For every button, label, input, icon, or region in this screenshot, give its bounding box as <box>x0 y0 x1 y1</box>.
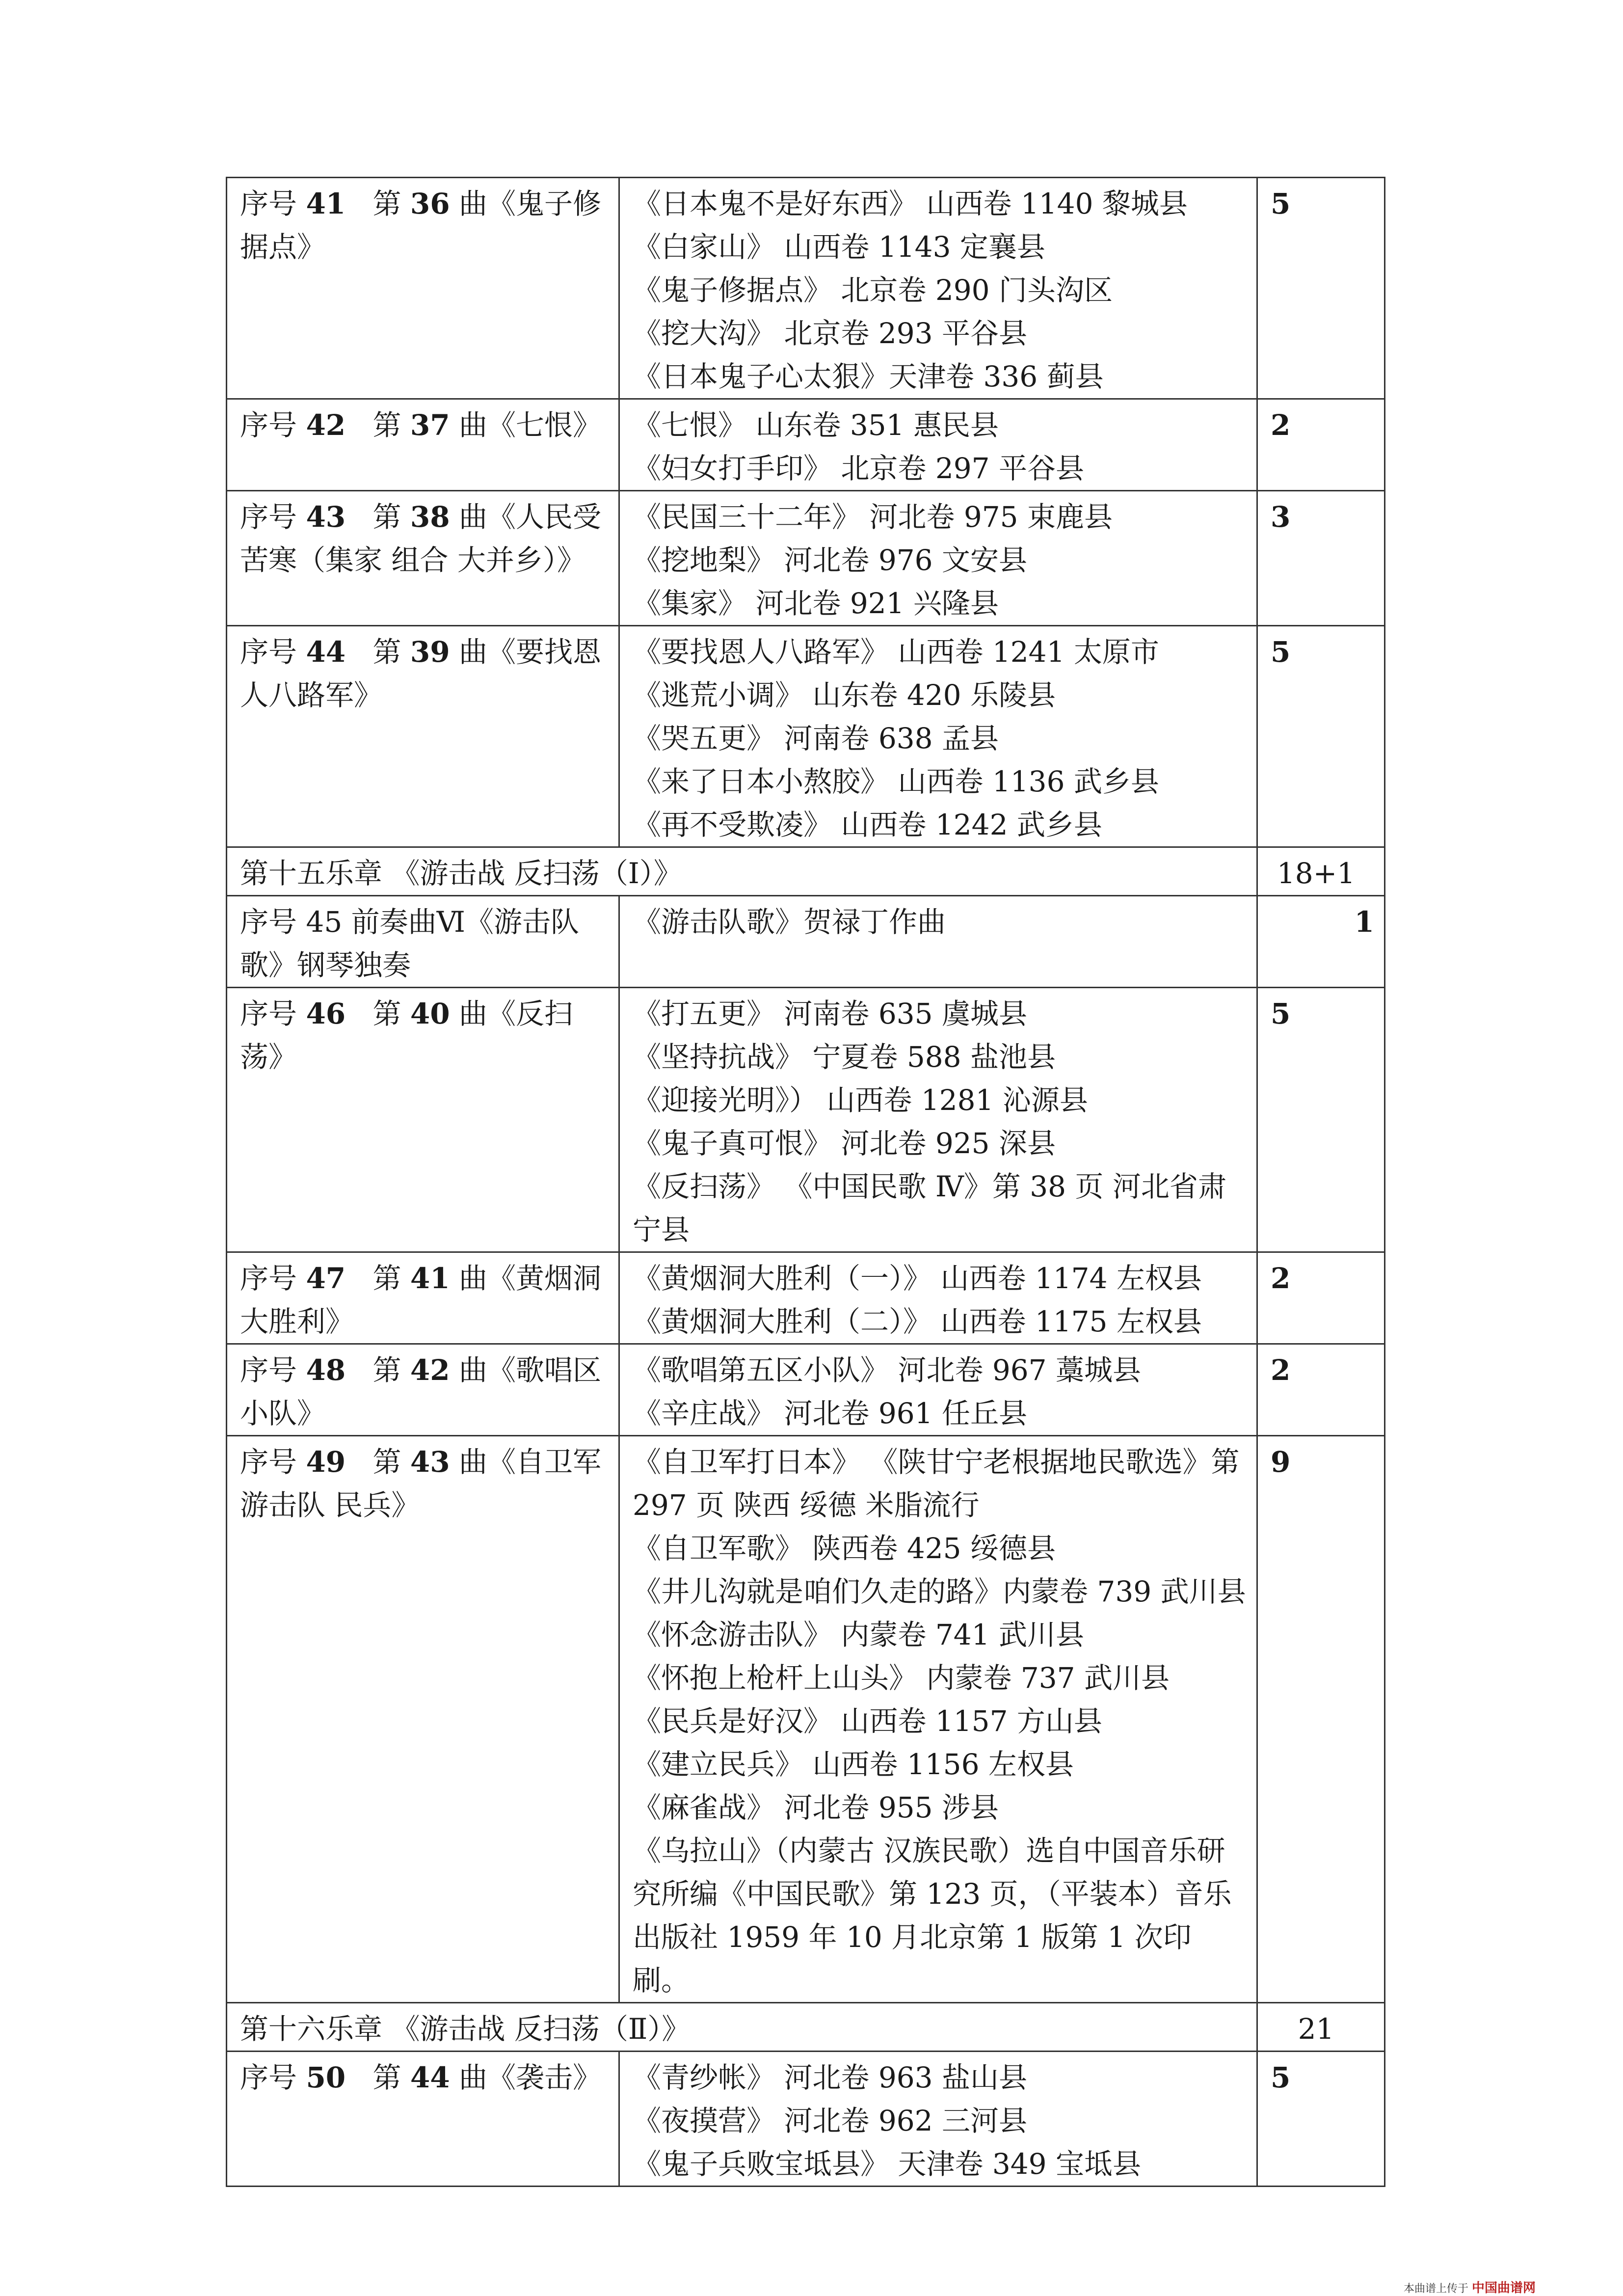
source-line: 《七恨》 山东卷 351 惠民县 <box>633 408 999 442</box>
count-cell: 5 <box>1257 626 1385 847</box>
source-line: 《辛庄战》 河北卷 961 任丘县 <box>633 1397 1028 1430</box>
source-line: 《歌唱第五区小队》 河北卷 967 藁城县 <box>633 1353 1142 1387</box>
sources-cell <box>619 1436 1257 2003</box>
item-title <box>227 1252 619 1344</box>
item-title-text: 序号 50 第 44 曲《袭击》 <box>240 2061 602 2094</box>
sources-cell <box>619 626 1257 847</box>
source-line: 《挖大沟》 北京卷 293 平谷县 <box>633 317 1028 350</box>
item-title <box>227 491 619 626</box>
section-row-15 <box>227 847 1385 896</box>
table-row <box>227 626 1385 847</box>
source-line: 《日本鬼子心太狠》天津卷 336 蓟县 <box>633 360 1104 393</box>
footer-text: 本曲谱上传于 <box>1404 2283 1469 2295</box>
footer-brand: 中国曲谱网 <box>1472 2281 1536 2296</box>
item-title-text: 序号 45 前奏曲Ⅵ《游击队歌》钢琴独奏 <box>240 905 580 982</box>
section-count: 18+1 <box>1257 847 1385 896</box>
sources-cell <box>619 2052 1257 2187</box>
item-title-text: 序号 46 第 40 曲《反扫荡》 <box>240 997 573 1074</box>
table-row <box>227 988 1385 1252</box>
table-row <box>227 2052 1385 2187</box>
source-line: 《游击队歌》贺禄丁作曲 <box>633 905 946 939</box>
item-title-text: 序号 47 第 41 曲《黄烟洞大胜利》 <box>240 1262 602 1338</box>
sources-cell <box>619 178 1257 399</box>
count-cell: 9 <box>1257 1436 1385 2003</box>
section-title: 第十六乐章 《游击战 反扫荡（Ⅱ）》 <box>227 2003 1257 2052</box>
source-line: 《怀念游击队》 内蒙卷 741 武川县 <box>633 1618 1085 1651</box>
section-16 <box>227 2003 1385 2052</box>
source-line: 《集家》 河北卷 921 兴隆县 <box>633 587 999 620</box>
source-line: 《逃荒小调》 山东卷 420 乐陵县 <box>633 678 1056 712</box>
item-title <box>227 399 619 491</box>
item-title-text: 序号 48 第 42 曲《歌唱区小队》 <box>240 1353 602 1430</box>
score-table <box>226 177 1385 2187</box>
count-cell: 5 <box>1257 2052 1385 2187</box>
source-line: 《怀抱上枪杆上山头》 内蒙卷 737 武川县 <box>633 1661 1170 1695</box>
count-cell: 1 <box>1257 896 1385 988</box>
source-line: 《鬼子真可恨》 河北卷 925 深县 <box>633 1127 1056 1160</box>
count-cell: 3 <box>1257 491 1385 626</box>
item-title-text: 序号 49 第 43 曲《自卫军 游击队 民兵》 <box>240 1445 602 1522</box>
source-line: 《要找恩人八路军》 山西卷 1241 太原市 <box>633 635 1159 669</box>
section-15 <box>227 847 1385 988</box>
source-line: 《再不受欺凌》 山西卷 1242 武乡县 <box>633 808 1102 841</box>
table-body-1 <box>227 178 1385 847</box>
source-line: 《夜摸营》 河北卷 962 三河县 <box>633 2104 1028 2137</box>
source-line: 《黄烟洞大胜利（一）》 山西卷 1174 左权县 <box>633 1262 1202 1295</box>
count-cell: 2 <box>1257 1344 1385 1436</box>
source-line: 《白家山》 山西卷 1143 定襄县 <box>633 230 1045 264</box>
source-line: 《麻雀战》 河北卷 955 涉县 <box>633 1791 999 1824</box>
source-line: 《民国三十二年》 河北卷 975 束鹿县 <box>633 500 1113 534</box>
source-line: 《挖地梨》 河北卷 976 文安县 <box>633 543 1028 577</box>
table-row-45 <box>227 896 1385 988</box>
item-title <box>227 626 619 847</box>
count-cell: 5 <box>1257 178 1385 399</box>
table-row <box>227 491 1385 626</box>
item-title <box>227 1436 619 2003</box>
sources-cell <box>619 1252 1257 1344</box>
table-row <box>227 178 1385 399</box>
section-row-16 <box>227 2003 1385 2052</box>
section-count: 21 <box>1257 2003 1385 2052</box>
item-title-text: 序号 41 第 36 曲《鬼子修据点》 <box>240 187 602 264</box>
table-row <box>227 1252 1385 1344</box>
source-line: 《打五更》 河南卷 635 虞城县 <box>633 997 1028 1030</box>
source-line: 《黄烟洞大胜利（二）》 山西卷 1175 左权县 <box>633 1305 1202 1338</box>
source-line: 《民兵是好汉》 山西卷 1157 方山县 <box>633 1704 1102 1738</box>
item-title-text: 序号 43 第 38 曲《人民受苦寒（集家 组合 大并乡）》 <box>240 500 602 577</box>
sources-cell <box>619 399 1257 491</box>
source-line: 《哭五更》 河南卷 638 孟县 <box>633 722 999 755</box>
source-line: 《乌拉山》（内蒙古 汉族民歌）选自中国音乐研究所编《中国民歌》第 123 页，（平装本）音乐出版社 1959 年 10 月北京第 1 版第 1 次印刷。 <box>633 1834 1232 1997</box>
section-title: 第十五乐章 《游击战 反扫荡（Ⅰ）》 <box>227 847 1257 896</box>
sources-cell <box>619 491 1257 626</box>
footer-watermark <box>1404 2278 1536 2296</box>
source-line: 《自卫军歌》 陕西卷 425 绥德县 <box>633 1532 1056 1565</box>
table-row <box>227 399 1385 491</box>
source-line: 《青纱帐》 河北卷 963 盐山县 <box>633 2061 1028 2094</box>
sources-cell <box>619 1344 1257 1436</box>
source-line: 《迎接光明》） 山西卷 1281 沁源县 <box>633 1083 1088 1117</box>
item-title-text: 序号 42 第 37 曲《七恨》 <box>240 408 602 442</box>
source-line: 《反扫荡》 《中国民歌 Ⅳ》第 38 页 河北省肃宁县 <box>633 1170 1226 1246</box>
sources-cell <box>619 988 1257 1252</box>
source-line: 《坚持抗战》 宁夏卷 588 盐池县 <box>633 1040 1056 1074</box>
source-line: 《建立民兵》 山西卷 1156 左权县 <box>633 1748 1074 1781</box>
item-title <box>227 988 619 1252</box>
sources-cell <box>619 896 1257 988</box>
source-line: 《自卫军打日本》 《陕甘宁老根据地民歌选》第 297 页 陕西 绥德 米脂流行 <box>633 1445 1240 1522</box>
item-title <box>227 178 619 399</box>
count-cell: 5 <box>1257 988 1385 1252</box>
source-line: 《来了日本小熬胶》 山西卷 1136 武乡县 <box>633 765 1159 798</box>
source-line: 《井儿沟就是咱们久走的路》内蒙卷 739 武川县 <box>633 1575 1246 1608</box>
item-title <box>227 896 619 988</box>
item-title-text: 序号 44 第 39 曲《要找恩人八路军》 <box>240 635 602 712</box>
table-body-3 <box>227 2052 1385 2187</box>
count-cell: 2 <box>1257 1252 1385 1344</box>
source-line: 《妇女打手印》 北京卷 297 平谷县 <box>633 452 1085 485</box>
item-title <box>227 1344 619 1436</box>
item-title <box>227 2052 619 2187</box>
table-body-2 <box>227 988 1385 2003</box>
count-cell: 2 <box>1257 399 1385 491</box>
source-line: 《日本鬼不是好东西》 山西卷 1140 黎城县 <box>633 187 1188 220</box>
source-line: 《鬼子修据点》 北京卷 290 门头沟区 <box>633 273 1113 307</box>
table-row <box>227 1344 1385 1436</box>
table-row <box>227 1436 1385 2003</box>
source-line: 《鬼子兵败宝坻县》 天津卷 349 宝坻县 <box>633 2147 1142 2181</box>
